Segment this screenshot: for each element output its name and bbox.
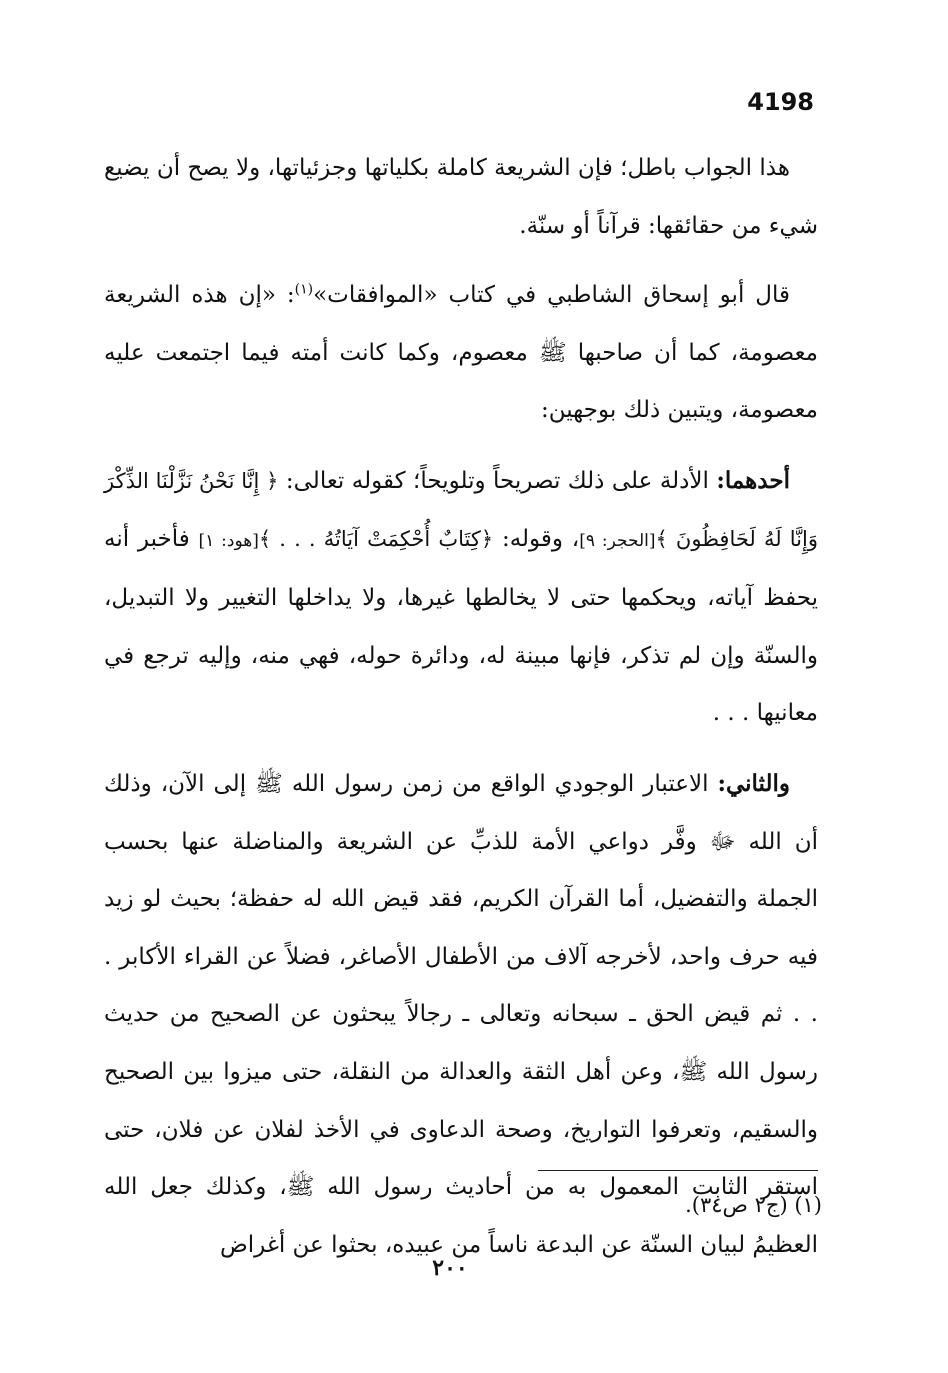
verse-reference-2: [هود: ١] xyxy=(198,530,259,551)
footnote-divider xyxy=(538,1170,818,1171)
verse-reference-1: [الحجر: ٩] xyxy=(579,530,656,551)
body-text xyxy=(104,140,818,1286)
paragraph-2-before: قال أبو إسحاق الشاطبي في كتاب «الموافقات» xyxy=(313,282,790,309)
paragraph-2 xyxy=(104,267,818,440)
paragraph-1-text: هذا الجواب باطل؛ فإن الشريعة كاملة بكلياتها وجزئياتها، ولا يصح أن يضيع شيء من حقائقها: قرآناً أو سنّة. xyxy=(104,155,818,239)
paragraph-4-lead: والثاني: xyxy=(717,769,790,797)
paragraph-3-lead: أحدهما: xyxy=(716,466,790,494)
paragraph-4-text: الاعتبار الوجودي الواقع من زمن رسول الله ﷺ إلى الآن، وذلك أن الله ﷻ وفَّر دواعي الأمة للذبِّ عن الشريعة والمناضلة عنها بحسب الجملة والتفضيل، أما القرآن الكريم، فقد قيض الله له حفظة؛ بحيث لو زيد فيه حرف واحد، لأخرجه آلاف من الأطفال الأصاغر، فضلاً عن القراء الأكابر . . . ثم قيض الحق ـ سبحانه وتعالى ـ رجالاً يبحثون عن الصحيح من حديث رسول الله ﷺ، وعن أهل الثقة والعدالة من النقلة، حتى ميزوا بين الصحيح والسقيم، وتعرفوا التواريخ، وصحة الدعاوى في الأخذ لفلان عن فلان، حتى استقر الثابت المعمول به من أحاديث رسول الله ﷺ، وكذلك جعل الله العظيمُ لبيان السنّة عن البدعة ناساً من عبيده، بحثوا عن أغراض xyxy=(104,770,818,1258)
page-id: 4198 xyxy=(747,88,814,116)
paragraph-3-intro: الأدلة على ذلك تصريحاً وتلويحاً؛ كقوله تعالى: xyxy=(278,467,717,494)
paragraph-3-rest: فأخبر أنه يحفظ آياته، ويحكمها حتى لا يخالطها غيرها، ولا يداخلها التغيير ولا التبديل، والسنّة وإن لم تذكر، فإنها مبينة له، ودائرة حوله، فهي منه، وإليه ترجع في معانيها . . . xyxy=(104,525,818,727)
page-number: ٢٠٠ xyxy=(432,1255,468,1281)
paragraph-3-middle: ، وقوله: xyxy=(493,525,580,552)
quran-verse-1: ﴿ إِنَّا نَحْنُ نَزَّلْنَا الذِّكْرَ وَإِنَّا لَهُ لَحَافِظُونَ ﴾ xyxy=(104,468,818,551)
footnote: (١) (ج٢ ص٣٤). xyxy=(685,1193,822,1217)
footnote-marker[interactable]: (١) xyxy=(294,281,314,298)
paragraph-1 xyxy=(104,140,818,255)
paragraph-2-after: : «إن هذه الشريعة معصومة، كما أن صاحبها ﷺ معصوم، وكما كانت أمته فيما اجتمعت عليه معصومة، ويتبين ذلك بوجهين: xyxy=(104,282,818,424)
paragraph-3 xyxy=(104,452,818,743)
quran-verse-2: ﴿كِتَابٌ أُحْكِمَتْ آيَاتُهُ . . . ﴾ xyxy=(258,526,494,551)
